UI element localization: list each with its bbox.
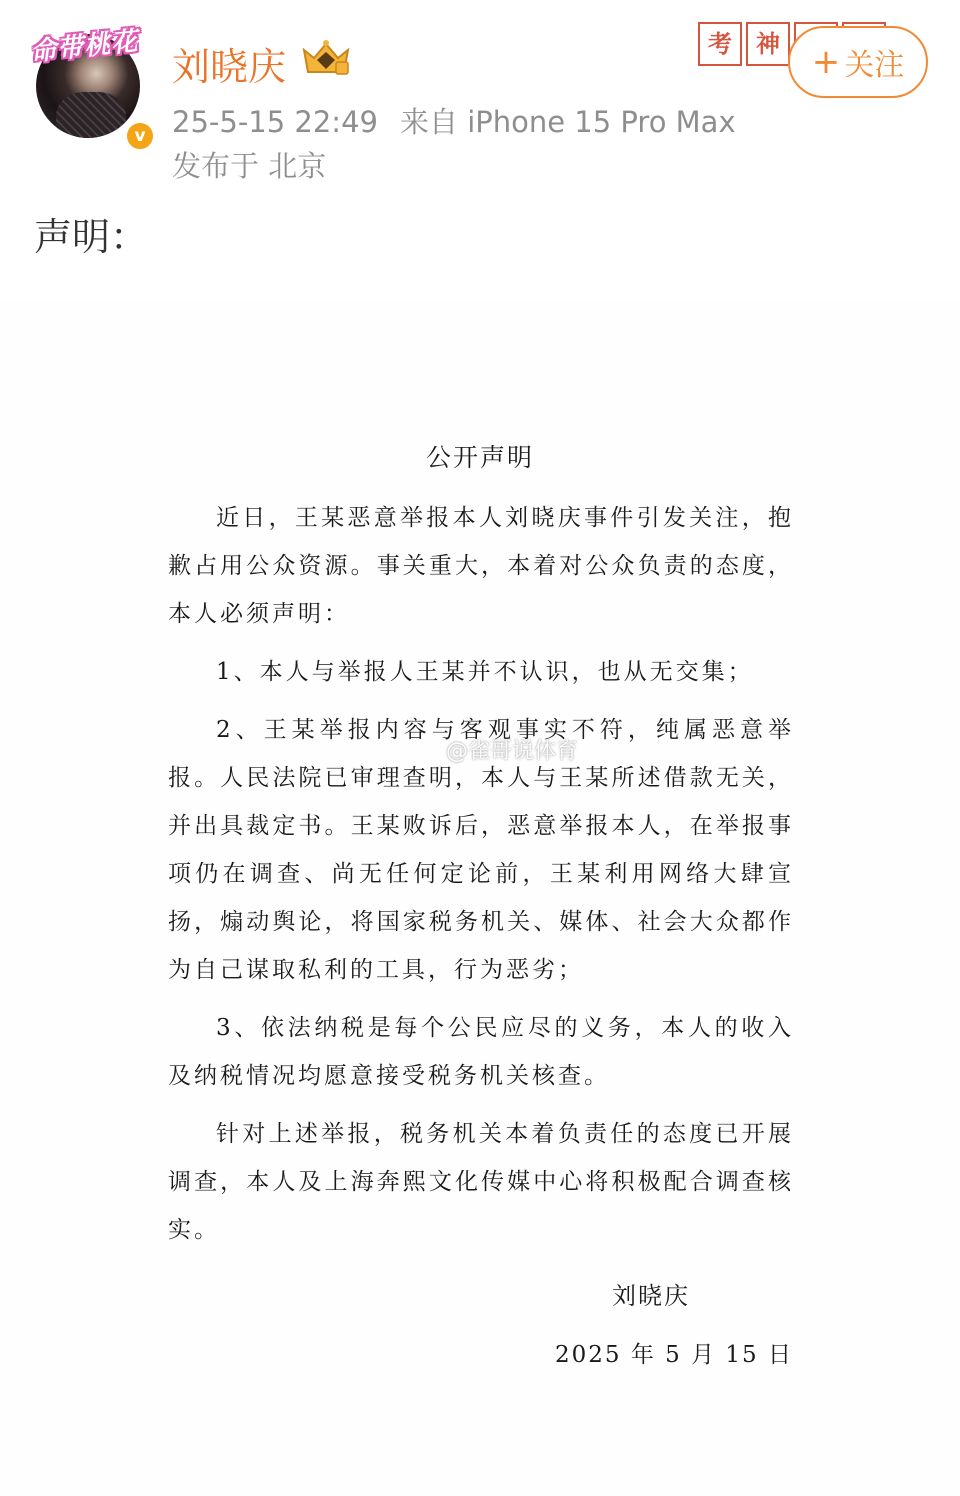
statement-paragraph: 1、本人与举报人王某并不认识，也从无交集； <box>216 659 754 685</box>
plus-icon: + <box>811 42 841 82</box>
statement-signature: 刘晓庆 <box>612 1282 690 1310</box>
statement-body <box>168 494 794 1264</box>
post-timestamp: 25-5-15 22:49 <box>172 105 378 139</box>
statement-paragraph: 针对上述举报，税务机关本着负责任的态度已开展调查，本人及上海奔熙文化传媒中心将积极配合调查核实。 <box>168 1121 794 1243</box>
crown-icon[interactable] <box>300 38 352 78</box>
watermark-text: @雀哥说体育 <box>446 739 579 764</box>
user-avatar[interactable] <box>22 20 146 146</box>
statement-paragraph: 3、依法纳税是每个公民应尽的义务，本人的收入及纳税情况均愿意接受税务机关核查。 <box>168 1015 794 1089</box>
username[interactable]: 刘晓庆 <box>172 45 287 89</box>
stamp-char: 考 <box>698 22 742 66</box>
post-source[interactable]: 来自 iPhone 15 Pro Max <box>399 105 736 139</box>
stamp-char: 神 <box>746 22 790 66</box>
watermark <box>414 734 578 765</box>
post-meta <box>172 100 736 141</box>
follow-label: 关注 <box>844 48 905 83</box>
statement-paragraph: 2、王某举报内容与客观事实不符，纯属恶意举报。人民法院已审理查明，本人与王某所述借款无关，并出具裁定书。王某败诉后，恶意举报本人，在举报事项仍在调查、尚无任何定论前，王某利用网络大肆宣扬，煽动舆论，将国家税务机关、媒体、社会大众都作为自己谋取私利的工具，行为恶劣； <box>168 717 794 983</box>
statement-date: 2025 年 5 月 15 日 <box>555 1342 793 1368</box>
statement-image[interactable] <box>0 300 960 1496</box>
avatar-frame-text: 命带桃花 <box>28 26 140 68</box>
statement-title: 公开声明 <box>425 443 534 472</box>
weibo-icon <box>414 739 440 761</box>
verified-icon: v <box>124 120 156 152</box>
post-text: 声明： <box>34 215 149 259</box>
follow-button[interactable] <box>788 26 928 98</box>
post-location: 发布于 北京 <box>172 149 327 183</box>
statement-paragraph: 近日，王某恶意举报本人刘晓庆事件引发关注，抱歉占用公众资源。事关重大，本着对公众负责的态度，本人必须声明： <box>168 505 794 627</box>
avatar-dress-pattern <box>56 92 126 138</box>
avatar-frame <box>22 20 152 66</box>
